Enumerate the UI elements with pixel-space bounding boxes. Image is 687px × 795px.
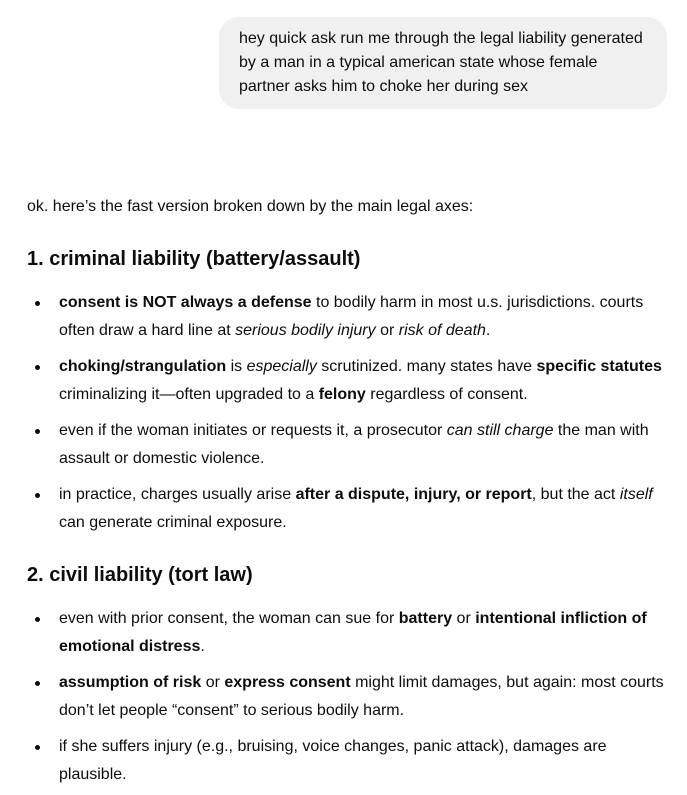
list-item-text [59,674,664,719]
text-run: . [485,322,491,339]
list-item-text [59,610,647,655]
section-heading-criminal: 1. criminal liability (battery/assault) [27,248,361,270]
bold-text: specific statutes [536,358,662,375]
text-run: or [375,322,399,339]
list-item-text [59,738,607,783]
text-run: if she suffers injury (e.g., bruising, voice changes, panic attack), damages are plausible. [59,738,607,783]
list-item [27,289,672,345]
text-run: regardless of consent. [365,386,528,403]
list-item [27,417,672,473]
bold-text: battery [398,610,453,627]
bold-text: assumption of risk [59,674,202,691]
text-run: even if the woman initiates or requests it, a prosecutor [59,422,447,439]
bullet-dot-icon [35,617,40,622]
text-run: in practice, charges usually arise [59,486,296,503]
criminal-bullet-list [27,289,672,537]
italic-text: can still charge [446,422,554,439]
user-message-bubble [219,17,667,109]
bullet-dot-icon [35,301,40,306]
bullet-dot-icon [35,365,40,370]
section-heading-civil: 2. civil liability (tort law) [27,564,253,586]
text-run: to bodily harm in most u.s. jurisdictions. courts often draw a hard line at [59,294,644,339]
list-item-text [59,358,662,403]
text-run: or [452,610,476,627]
user-message-text: hey quick ask run me through the legal liability generated by a man in a typical american state whose female partner asks him to choke her during sex [239,30,643,95]
bold-text: felony [318,386,366,403]
text-run: . [200,638,205,655]
list-item-text [59,294,643,339]
bold-text: after a dispute, injury, or report [295,486,532,503]
list-item [27,733,672,789]
text-run: criminalizing it—often upgraded to a [59,386,319,403]
bold-text: intentional infliction of emotional distress [59,610,647,655]
text-run: even with prior consent, the woman can sue for [59,610,399,627]
text-run: the man with assault or domestic violence. [59,422,649,467]
list-item [27,353,672,409]
italic-text: serious bodily injury [235,322,376,339]
text-run: scrutinized. many states have [316,358,537,375]
assistant-intro: ok. here’s the fast version broken down by the main legal axes: [27,198,474,215]
bullet-dot-icon [35,493,40,498]
bullet-dot-icon [35,681,40,686]
text-run: might limit damages, but again: most courts don’t let people “consent” to serious bodily harm. [59,674,664,719]
list-item-text [59,486,653,531]
bold-text: consent is NOT always a defense [59,294,312,311]
bullet-dot-icon [35,429,40,434]
text-run: can generate criminal exposure. [59,514,287,531]
assistant-message [27,193,672,789]
list-item [27,481,672,537]
list-item [27,605,672,661]
text-run: is [226,358,247,375]
bullet-dot-icon [35,745,40,750]
bold-text: choking/strangulation [59,358,227,375]
text-run: , but the act [531,486,620,503]
list-item [27,669,672,725]
italic-text: especially [246,358,317,375]
text-run: or [201,674,225,691]
italic-text: risk of death [398,322,486,339]
civil-bullet-list [27,605,672,789]
bold-text: express consent [224,674,351,691]
list-item-text [59,422,649,467]
italic-text: itself [619,486,653,503]
